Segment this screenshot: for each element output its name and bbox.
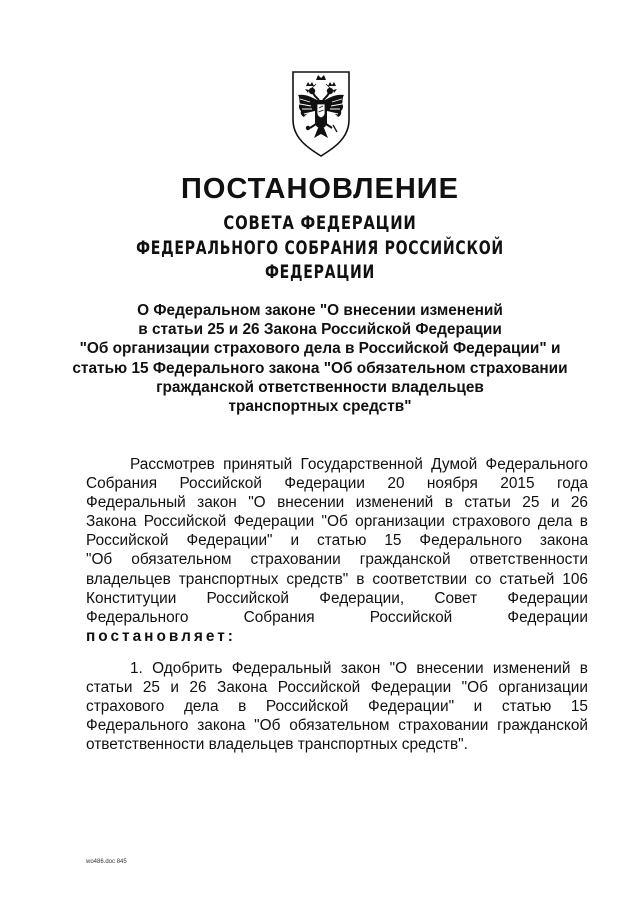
preamble-paragraph bbox=[86, 455, 588, 646]
paragraph-line: Собрания Российской Федерации 20 ноября 2015 года bbox=[86, 475, 588, 493]
paragraph-line: Федеральный закон "О внесении изменений в статьи 25 и 26 bbox=[86, 494, 588, 512]
paragraph-line: Федерального Собрания Российской Федерации bbox=[86, 608, 588, 626]
decree-word: постановляет: bbox=[86, 627, 236, 645]
heading-line: "Об организации страхового дела в Российской Федерации" и bbox=[79, 340, 561, 358]
issuer-line-2: ФЕДЕРАЛЬНОГО СОБРАНИЯ РОССИЙСКОЙ ФЕДЕРАЦИИ bbox=[136, 237, 504, 283]
paragraph-line: ответственности владельцев транспортных средств". bbox=[86, 736, 468, 754]
paragraph-line: Конституции Российской Федерации, Совет Федерации bbox=[86, 589, 588, 607]
heading-line: статью 15 Федерального закона "Об обязательном страховании bbox=[72, 359, 568, 377]
heading-line: гражданской ответственности владельцев bbox=[156, 378, 484, 396]
paragraph-line: Закона Российской Федерации "Об организации страхового дела в bbox=[86, 513, 588, 531]
paragraph-line: Российской Федерации" и статью 15 Федерального закона bbox=[86, 532, 588, 550]
paragraph-line: страхового дела в Российской Федерации" и статью 15 bbox=[86, 698, 588, 716]
resolution-item-1 bbox=[86, 659, 588, 754]
decree-heading bbox=[60, 301, 580, 416]
paragraph-line: "Об обязательном страховании гражданской ответственности bbox=[86, 551, 588, 569]
paragraph-line: владельцев транспортных средств" в соответствии со статьей 106 bbox=[86, 570, 588, 588]
coat-of-arms-emblem bbox=[290, 70, 352, 158]
heading-line: О Федеральном законе "О внесении изменений bbox=[137, 302, 503, 319]
paragraph-line: статьи 25 и 26 Закона Российской Федерации "Об организации bbox=[86, 679, 588, 697]
issuer-line-1: СОВЕТА ФЕДЕРАЦИИ bbox=[223, 212, 417, 234]
paragraph-line: Рассмотрев принятый Государственной Думой Федерального bbox=[130, 456, 588, 473]
file-code: wo486.doc 845 bbox=[86, 859, 127, 865]
heading-line: транспортных средств" bbox=[228, 398, 412, 416]
paragraph-line: 1. Одобрить Федеральный закон "О внесении изменений в bbox=[130, 660, 588, 677]
heading-line: в статьи 25 и 26 Закона Российской Федерации bbox=[138, 321, 502, 339]
paragraph-line: Федерального закона "Об обязательном страховании гражданской bbox=[86, 717, 588, 735]
document-title: ПОСТАНОВЛЕНИЕ bbox=[181, 173, 459, 205]
